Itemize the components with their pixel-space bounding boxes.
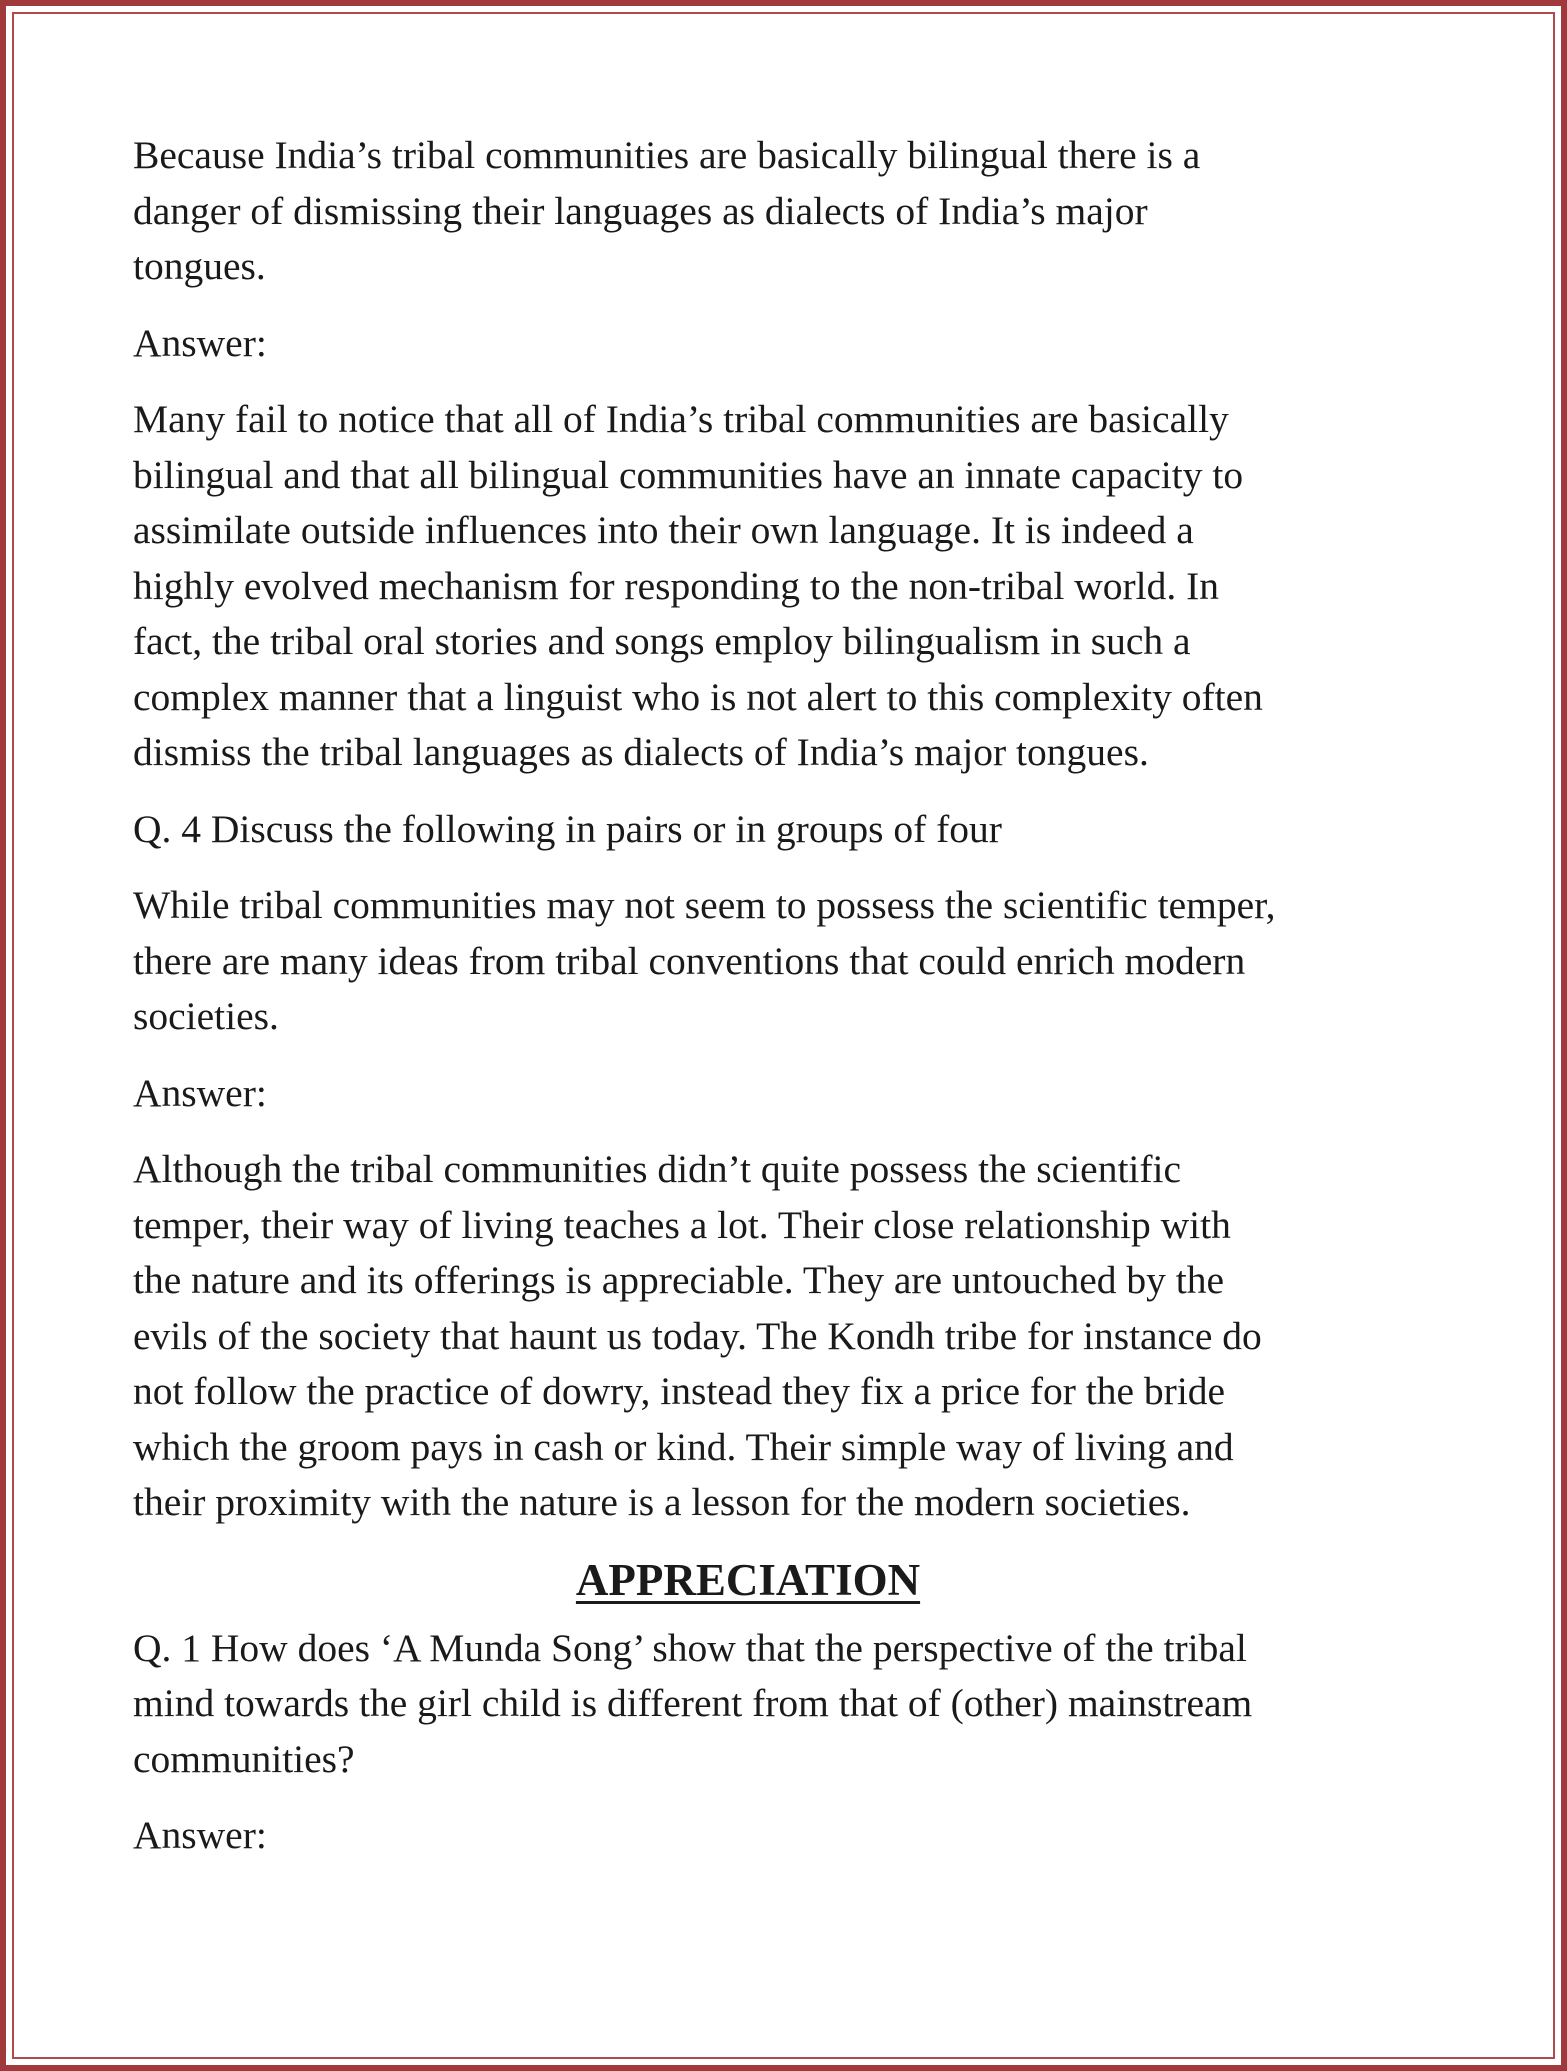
text-line: Although the tribal communities didn’t quite possess the scientific [133, 1147, 1182, 1191]
text-line: temper, their way of living teaches a lot. Their close relationship with [133, 1202, 1231, 1247]
text-line: Answer: [133, 1070, 267, 1115]
document-body [133, 128, 1453, 1885]
text-line: evils of the society that haunt us today. The Kondh tribe for instance do [133, 1313, 1262, 1358]
question-paragraph [133, 1621, 1453, 1788]
text-line: Answer: [133, 320, 267, 365]
text-line: tongues. [133, 244, 266, 288]
text-line: their proximity with the nature is a lesson for the modern societies. [133, 1480, 1191, 1524]
text-line: Q. 1 How does ‘A Munda Song’ show that the perspective of the tribal [133, 1625, 1247, 1670]
text-line: While tribal communities may not seem to possess the scientific temper, [133, 883, 1276, 927]
text-line: which the groom pays in cash or kind. Their simple way of living and [133, 1424, 1234, 1469]
text-line: not follow the practice of dowry, instead they fix a price for the bride [133, 1369, 1226, 1413]
answer-paragraph [133, 392, 1453, 781]
text-line: dismiss the tribal languages as dialects of India’s major tongues. [133, 730, 1149, 774]
text-line: assimilate outside influences into their own language. It is indeed a [133, 508, 1194, 552]
text-line: highly evolved mechanism for responding to the non-tribal world. In [133, 563, 1220, 608]
text-line: mind towards the girl child is different from that of (other) mainstream [133, 1681, 1253, 1725]
question-paragraph [133, 802, 1453, 858]
text-line: danger of dismissing their languages as dialects of India’s major [133, 188, 1148, 233]
answer-label [133, 316, 1453, 372]
text-line: Because India’s tribal communities are basically bilingual there is a [133, 133, 1201, 177]
statement-paragraph [133, 128, 1453, 295]
text-line: fact, the tribal oral stories and songs employ bilingualism in such a [133, 619, 1191, 663]
text-line: Many fail to notice that all of India’s tribal communities are basically [133, 397, 1229, 441]
text-line: communities? [133, 1736, 355, 1781]
statement-paragraph [133, 878, 1453, 1045]
section-heading: APPRECIATION [575, 1554, 921, 1605]
answer-paragraph [133, 1142, 1453, 1531]
answer-label [133, 1808, 1453, 1864]
text-line: there are many ideas from tribal conventions that could enrich modern [133, 938, 1246, 983]
answer-label [133, 1066, 1453, 1122]
text-line: bilingual and that all bilingual communities have an innate capacity to [133, 452, 1244, 497]
text-line: the nature and its offerings is appreciable. They are untouched by the [133, 1258, 1224, 1302]
text-line: societies. [133, 994, 279, 1038]
text-line: Answer: [133, 1813, 267, 1857]
text-line: Q. 4 Discuss the following in pairs or in groups of four [133, 806, 1002, 851]
text-line: complex manner that a linguist who is not alert to this complexity often [133, 674, 1263, 719]
